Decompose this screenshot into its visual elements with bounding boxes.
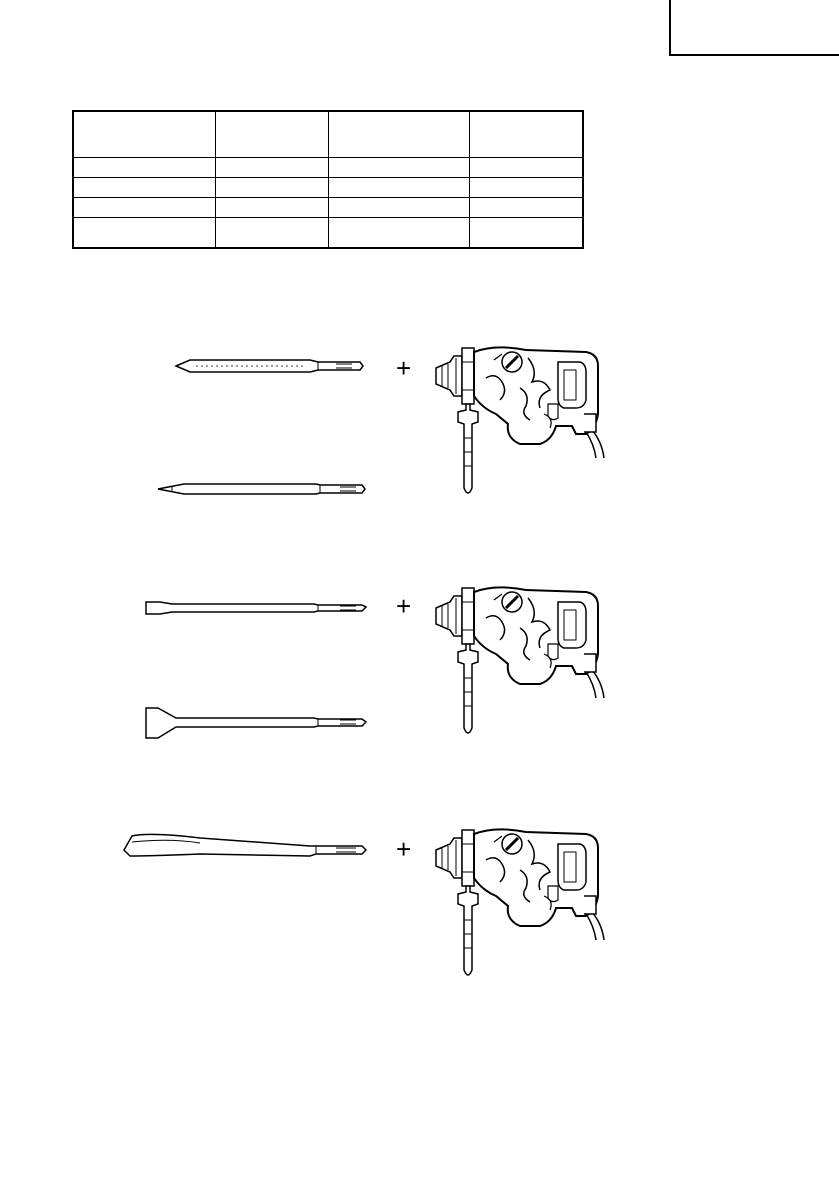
plus-sign: + bbox=[396, 834, 412, 864]
cold-chisel bbox=[146, 602, 366, 614]
hammer-drill-illustration bbox=[436, 829, 604, 975]
hammer-drill-illustration bbox=[436, 587, 604, 733]
hammer-drill-illustration bbox=[436, 347, 604, 493]
bull-point-short bbox=[176, 360, 363, 372]
scaling-chisel bbox=[146, 708, 366, 738]
bull-point-long bbox=[158, 484, 365, 494]
gouge-chisel bbox=[124, 834, 366, 856]
plus-sign: + bbox=[396, 591, 412, 621]
plus-sign: + bbox=[396, 353, 412, 383]
